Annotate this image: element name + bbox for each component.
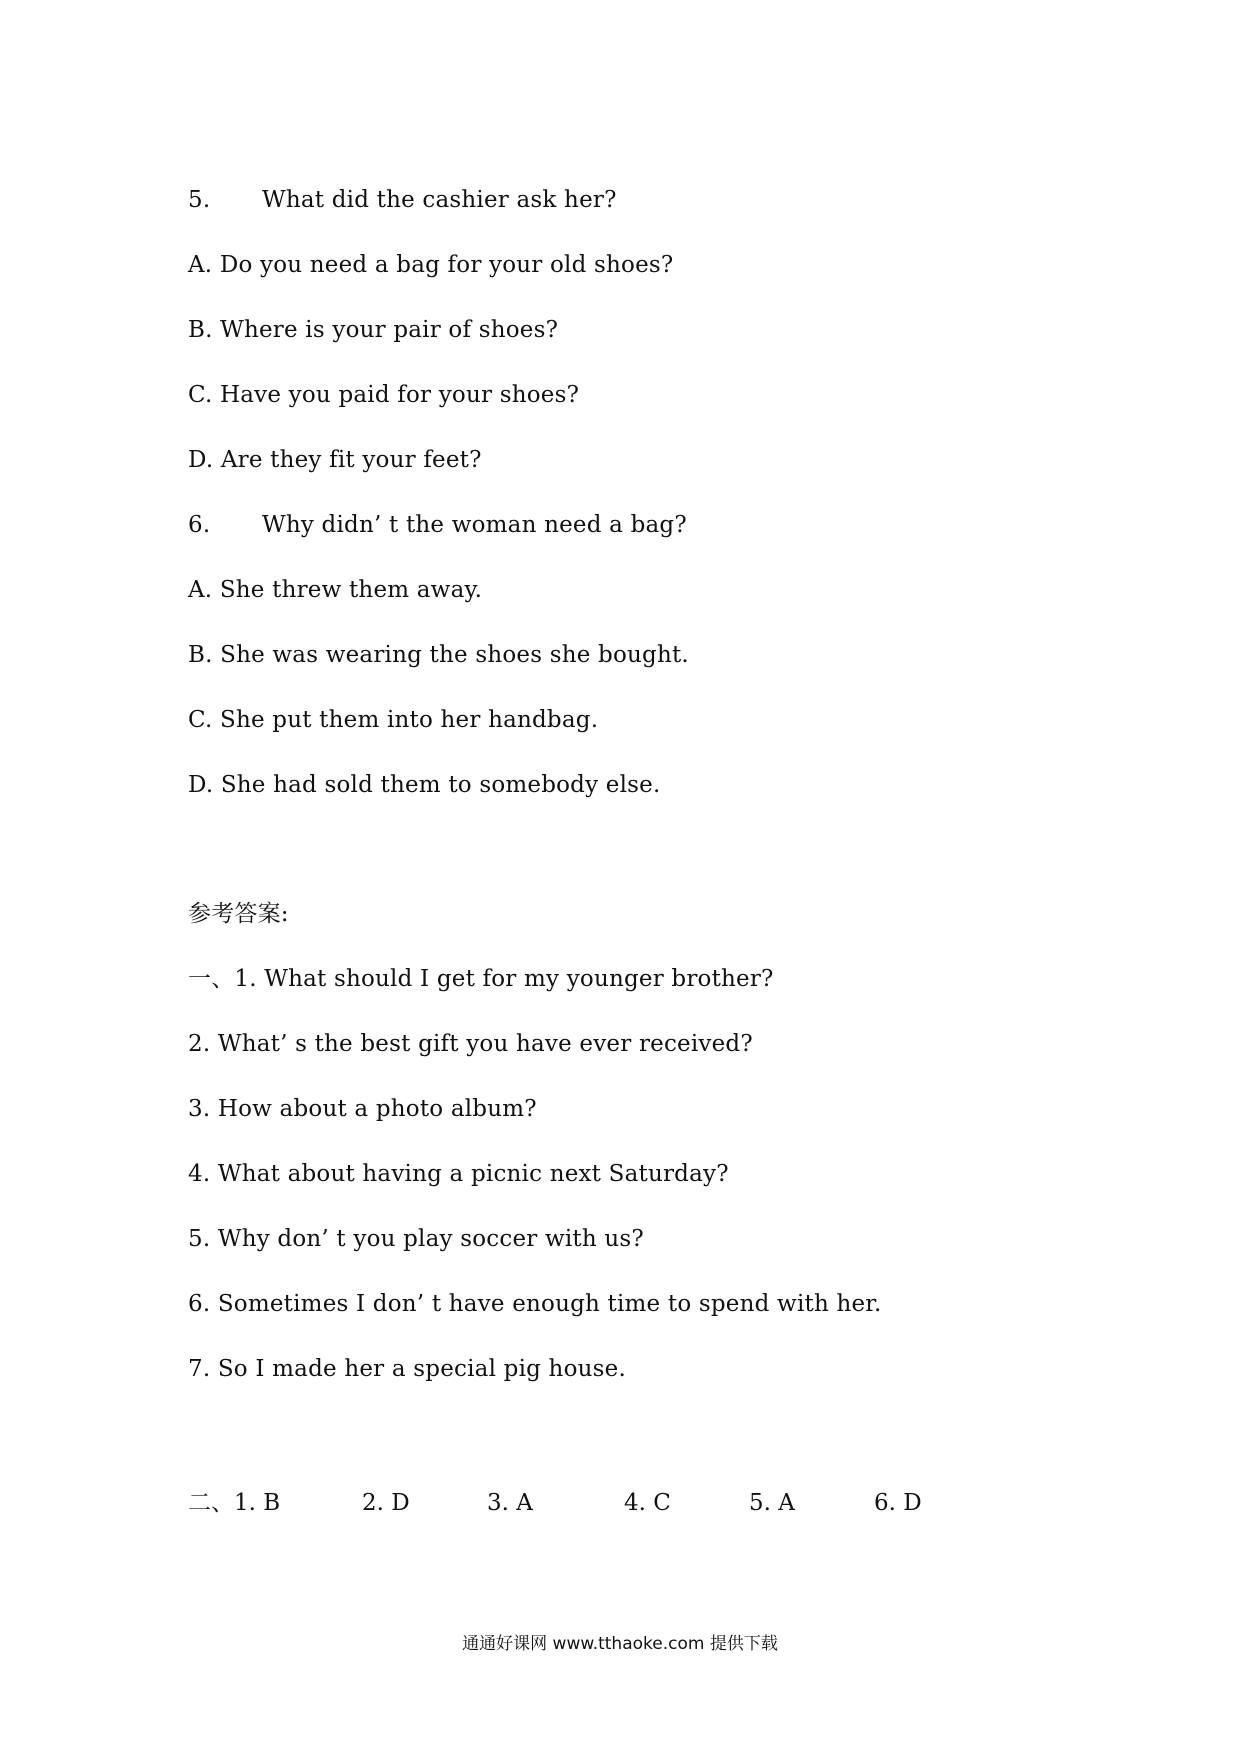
footer-text: 通通好课网 www.tthaoke.com 提供下载	[462, 1634, 778, 1654]
question-number: 6.	[188, 512, 211, 538]
answer-line: 5. Why don’ t you play soccer with us?	[188, 1226, 644, 1252]
question-number: 5.	[188, 187, 211, 213]
option-d: D. Are they fit your feet?	[188, 447, 482, 473]
option-b: B. She was wearing the shoes she bought.	[188, 642, 689, 668]
option-c: C. Have you paid for your shoes?	[188, 382, 580, 408]
answer-item: 3. A	[487, 1490, 533, 1516]
answer-item: 5. A	[749, 1490, 795, 1516]
option-c: C. She put them into her handbag.	[188, 707, 599, 733]
answer-item: 6. D	[874, 1490, 922, 1516]
answer-item: 2. D	[362, 1490, 410, 1516]
answer-line: 4. What about having a picnic next Saturday?	[188, 1161, 729, 1187]
answer-line: 7. So I made her a special pig house.	[188, 1356, 626, 1382]
question-text: What did the cashier ask her?	[262, 187, 617, 213]
option-a: A. Do you need a bag for your old shoes?	[188, 252, 674, 278]
answer-line: 6. Sometimes I don’ t have enough time to spend with her.	[188, 1291, 882, 1317]
option-b: B. Where is your pair of shoes?	[188, 317, 559, 343]
answer-key-heading: 参考答案:	[188, 901, 289, 927]
answer-line: 2. What’ s the best gift you have ever received?	[188, 1031, 753, 1057]
answer-item: 4. C	[624, 1490, 671, 1516]
question-6	[188, 510, 687, 540]
answer-line: 一、1. What should I get for my younger brother?	[188, 966, 774, 992]
option-a: A. She threw them away.	[188, 577, 483, 603]
question-text: Why didn’ t the woman need a bag?	[262, 512, 687, 538]
answer-item: 二、1. B	[188, 1490, 281, 1516]
answer-line: 3. How about a photo album?	[188, 1096, 537, 1122]
question-5	[188, 185, 617, 215]
option-d: D. She had sold them to somebody else.	[188, 772, 661, 798]
